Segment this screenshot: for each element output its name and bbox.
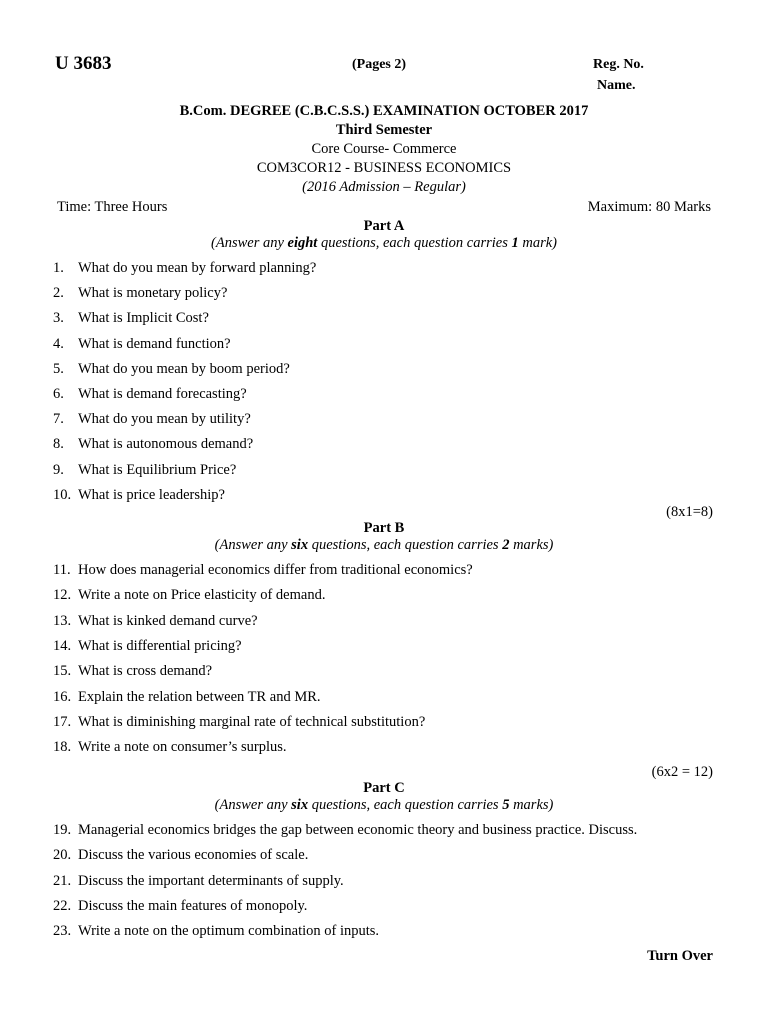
question-number: 15. xyxy=(53,663,72,680)
question-item xyxy=(53,822,637,839)
part-a-marks: (8x1=8) xyxy=(666,504,713,520)
question-text: What do you mean by forward planning? xyxy=(78,260,317,276)
question-item xyxy=(53,361,290,378)
part-c-instructions: (Answer any six questions, each question carries 5 marks) xyxy=(214,797,554,813)
question-number: 12. xyxy=(53,587,72,604)
question-item xyxy=(53,739,287,756)
part-b-instructions: (Answer any six questions, each question carries 2 marks) xyxy=(214,537,554,553)
question-text: What is autonomous demand? xyxy=(78,436,254,453)
semester: Third Semester xyxy=(335,122,433,138)
question-text: What is monetary policy? xyxy=(78,285,228,302)
question-item xyxy=(53,923,379,940)
question-number: 13. xyxy=(53,612,72,629)
question-number: 18. xyxy=(53,739,72,756)
question-item xyxy=(53,562,473,579)
part-b-title: Part B xyxy=(363,520,405,536)
question-text: Managerial economics bridges the gap between economic theory and business practice. Discuss. xyxy=(78,822,638,838)
question-number: 19. xyxy=(53,822,72,838)
question-text: What is kinked demand curve? xyxy=(78,612,258,629)
question-text: Discuss the various economies of scale. xyxy=(78,847,309,864)
question-item xyxy=(53,847,308,864)
part-a-title: Part A xyxy=(363,218,405,234)
question-number: 8. xyxy=(53,436,64,453)
question-item xyxy=(53,260,316,277)
question-item xyxy=(53,436,253,453)
question-number: 4. xyxy=(53,335,64,352)
part-a-instructions: (Answer any eight questions, each question carries 1 mark) xyxy=(211,235,557,251)
question-number: 5. xyxy=(53,360,64,377)
question-item xyxy=(53,411,251,428)
question-number: 7. xyxy=(53,411,64,428)
paper-title: COM3COR12 - BUSINESS ECONOMICS xyxy=(256,160,512,176)
question-number: 17. xyxy=(53,713,72,730)
question-item xyxy=(53,638,242,655)
question-number: 9. xyxy=(53,461,64,478)
question-number: 23. xyxy=(53,923,72,940)
question-number: 1. xyxy=(53,260,64,276)
question-text: What is cross demand? xyxy=(78,663,213,680)
question-text: Discuss the main features of monopoly. xyxy=(78,897,308,914)
course-name: Core Course- Commerce xyxy=(311,141,457,157)
question-item xyxy=(53,689,321,706)
question-text: How does managerial economics differ from traditional economics? xyxy=(78,562,473,578)
question-item xyxy=(53,587,325,604)
question-item xyxy=(53,898,307,915)
question-item xyxy=(53,487,225,504)
question-number: 3. xyxy=(53,310,64,327)
question-text: What do you mean by boom period? xyxy=(78,360,290,377)
question-number: 22. xyxy=(53,897,72,914)
exam-title: B.Com. DEGREE (C.B.C.S.S.) EXAMINATION OCTOBER 2017 xyxy=(179,103,589,119)
question-item xyxy=(53,873,344,890)
question-number: 6. xyxy=(53,386,64,402)
question-item xyxy=(53,310,209,327)
question-number: 20. xyxy=(53,847,72,864)
page-count: (Pages 2) xyxy=(352,57,407,72)
admission-note: (2016 Admission – Regular) xyxy=(302,179,466,195)
name-label: Name. xyxy=(597,78,636,93)
question-number: 16. xyxy=(53,688,72,705)
question-item xyxy=(53,663,212,680)
question-number: 14. xyxy=(53,637,72,654)
question-text: What is Equilibrium Price? xyxy=(78,461,237,478)
question-text: What is price leadership? xyxy=(78,486,225,503)
question-number: 10. xyxy=(53,486,72,503)
question-text: Write a note on Price elasticity of demand. xyxy=(78,587,326,604)
time-allowed: Time: Three Hours xyxy=(57,199,168,215)
question-item xyxy=(53,714,425,731)
question-item xyxy=(53,285,227,302)
question-text: Discuss the important determinants of supply. xyxy=(78,872,344,889)
question-number: 2. xyxy=(53,285,64,302)
question-item xyxy=(53,613,258,630)
question-text: Write a note on the optimum combination of inputs. xyxy=(78,923,380,940)
question-item xyxy=(53,386,247,403)
question-item xyxy=(53,336,231,353)
question-text: What is diminishing marginal rate of technical substitution? xyxy=(78,713,426,730)
question-text: Explain the relation between TR and MR. xyxy=(78,688,321,705)
question-text: Write a note on consumer’s surplus. xyxy=(78,739,287,756)
question-item xyxy=(53,462,236,479)
question-text: What is demand function? xyxy=(78,335,231,352)
paper-code: U 3683 xyxy=(55,53,112,74)
reg-no-label: Reg. No. xyxy=(593,57,644,72)
part-b-marks: (6x2 = 12) xyxy=(651,764,713,780)
part-c-title: Part C xyxy=(363,780,405,796)
question-text: What is demand forecasting? xyxy=(78,386,247,402)
question-number: 21. xyxy=(53,872,72,889)
maximum-marks: Maximum: 80 Marks xyxy=(587,199,711,215)
question-text: What is Implicit Cost? xyxy=(78,310,209,327)
turn-over-note: Turn Over xyxy=(647,948,713,964)
question-text: What do you mean by utility? xyxy=(78,411,251,428)
question-number: 11. xyxy=(53,562,71,578)
question-text: What is differential pricing? xyxy=(78,637,242,654)
